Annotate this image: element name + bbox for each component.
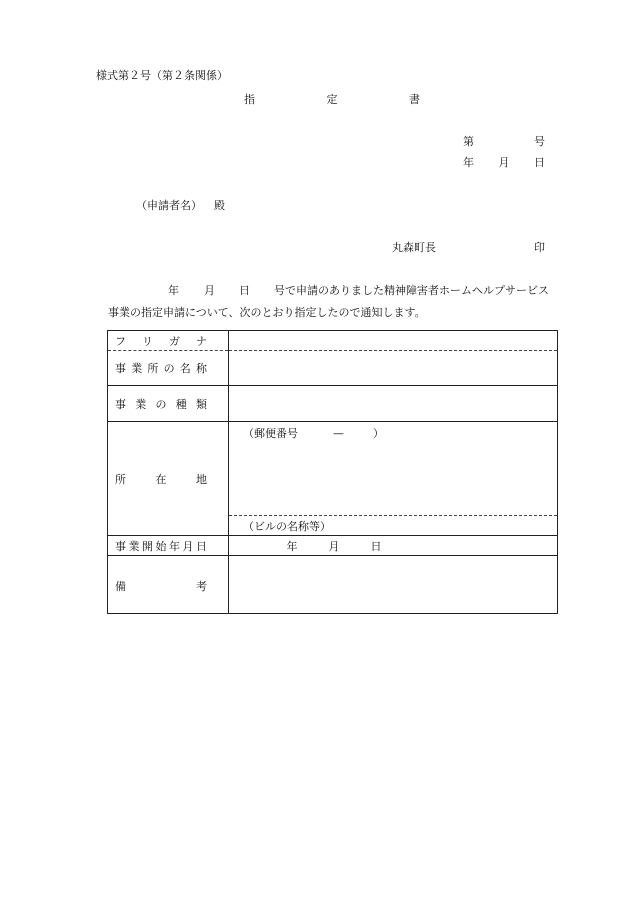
label-char: 称 <box>195 362 207 375</box>
label-char: 業 <box>135 397 147 411</box>
label-char: フ <box>115 334 126 348</box>
title-char: 書 <box>409 93 420 106</box>
body-line-2: 事業の指定申請について、次のとおり指定したので通知します。 <box>108 306 426 319</box>
label-char: 日 <box>196 539 207 553</box>
row-remarks <box>108 556 558 614</box>
start-date-field[interactable] <box>229 536 558 556</box>
business-type-field[interactable] <box>229 386 558 422</box>
addressee-label: （申請者名） <box>136 199 202 212</box>
date-month: 月 <box>498 156 510 169</box>
row-furigana <box>108 331 558 351</box>
title-char: 定 <box>326 93 338 106</box>
body-year: 年 <box>168 284 179 297</box>
label-char: 備 <box>115 580 126 593</box>
label-char: 月 <box>182 539 194 553</box>
label-char: ガ <box>169 334 180 348</box>
furigana-label <box>108 331 229 351</box>
label-char: 在 <box>155 472 167 486</box>
body-line-1: 号で申請のありました精神障害者ホームヘルプサービス <box>274 284 549 297</box>
label-char: リ <box>142 334 153 348</box>
postal-code-label: （郵便番号 <box>243 427 298 440</box>
label-char: 年 <box>169 539 180 553</box>
label-char: 名 <box>179 362 191 375</box>
postal-code-close: ） <box>373 427 384 440</box>
date-year: 年 <box>463 156 474 169</box>
location-label <box>108 422 229 536</box>
label-char: 業 <box>131 362 143 375</box>
title-char: 指 <box>244 93 255 106</box>
start-date-month: 月 <box>328 539 340 553</box>
label-char: 所 <box>115 472 126 486</box>
row-location <box>108 422 558 516</box>
doc-number-suffix: 号 <box>534 135 545 148</box>
label-char: 業 <box>128 539 140 553</box>
document-date <box>463 156 545 170</box>
form-number: 様式第２号（第２条関係） <box>96 69 228 82</box>
label-char: 種 <box>175 397 187 411</box>
label-char: 類 <box>196 397 207 411</box>
office-name-field[interactable] <box>229 351 558 386</box>
label-char: ナ <box>196 334 207 348</box>
label-char: 開 <box>142 539 153 553</box>
start-date-label <box>108 536 229 556</box>
office-name-label <box>108 351 229 386</box>
date-day: 日 <box>534 156 545 169</box>
row-start-date <box>108 536 558 556</box>
addressee-honorific: 殿 <box>214 199 225 212</box>
document-number <box>463 135 545 149</box>
remarks-label <box>108 556 229 614</box>
label-char: の <box>155 397 167 411</box>
label-char: 所 <box>147 362 159 375</box>
row-office-name <box>108 351 558 386</box>
doc-number-prefix: 第 <box>463 135 474 148</box>
address-field[interactable] <box>229 422 558 516</box>
label-char: の <box>163 362 175 375</box>
label-char: 事 <box>115 539 126 553</box>
building-name-field[interactable] <box>229 516 558 536</box>
business-type-label <box>108 386 229 422</box>
designation-table <box>107 330 558 614</box>
document-title <box>244 93 420 107</box>
issuer-seal: 印 <box>534 241 545 254</box>
building-name-label: （ビルの名称等） <box>243 519 331 533</box>
issuer-name: 丸森町長 <box>392 241 436 254</box>
start-date-year: 年 <box>286 539 298 553</box>
remarks-field[interactable] <box>229 556 558 614</box>
postal-code-dash: — <box>333 427 344 440</box>
label-char: 考 <box>196 580 207 593</box>
label-char: 始 <box>155 539 167 553</box>
start-date-day: 日 <box>370 539 382 553</box>
row-business-type <box>108 386 558 422</box>
body-month: 月 <box>204 284 215 297</box>
label-char: 地 <box>196 472 207 486</box>
furigana-field[interactable] <box>229 331 558 351</box>
label-char: 事 <box>115 397 126 411</box>
label-char: 事 <box>115 362 126 375</box>
body-day: 日 <box>239 284 250 297</box>
